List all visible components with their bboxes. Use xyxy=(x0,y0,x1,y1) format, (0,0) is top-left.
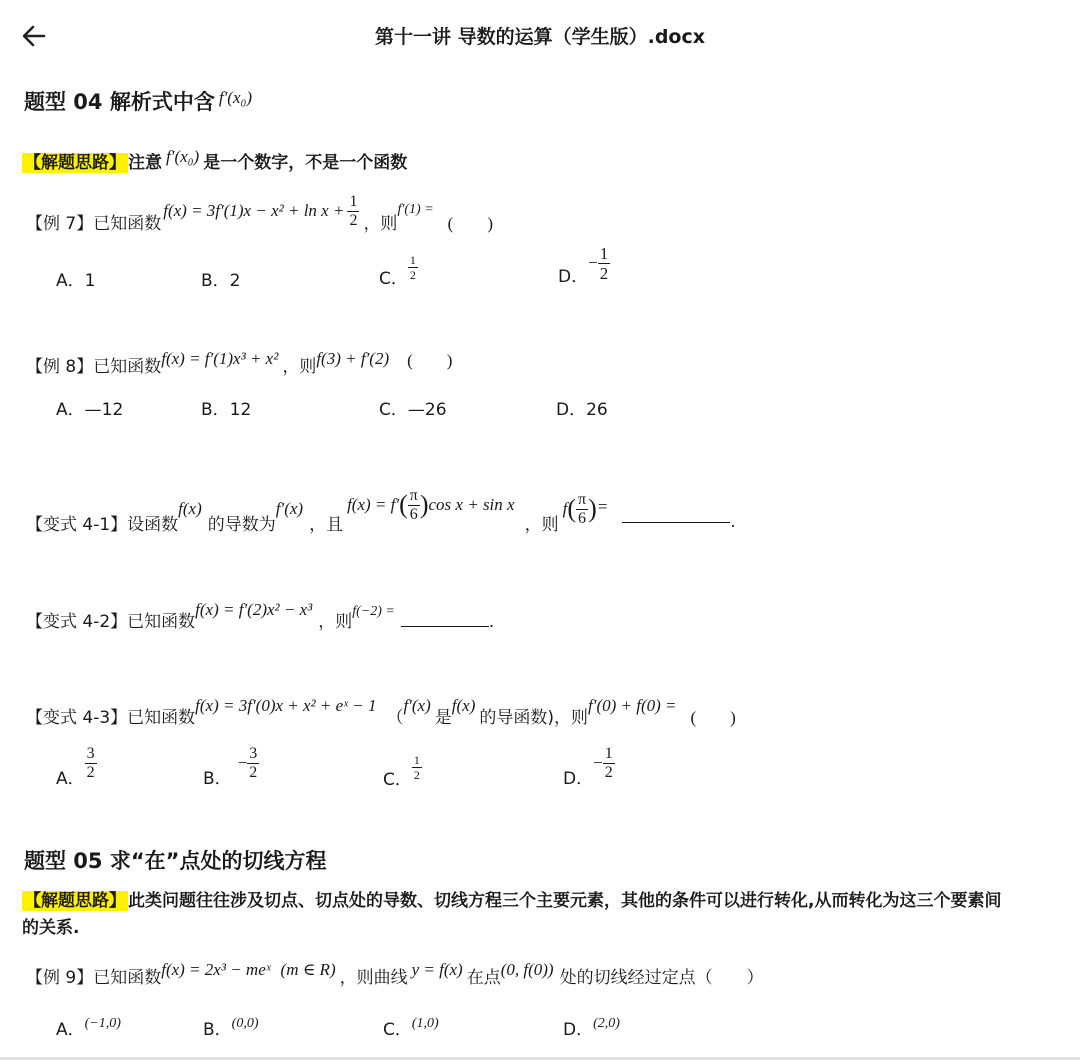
section-05-hint: 【解题思路】 此类问题往往涉及切点、切点处的导数、切线方程三个主要元素，其他的条件可以进行转化,从而转化为这三个要素间 的关系. xyxy=(22,891,1002,938)
variant-4-3-option-d[interactable]: D． − $\frac{1}{2}$ xyxy=(563,744,613,789)
section-05-title: 题型 05 求“在”点处的切线方程 xyxy=(24,849,327,873)
example-7-option-a[interactable]: A．1 xyxy=(56,271,96,291)
variant-4-3-option-b[interactable]: B． − $\frac{3}{2}$ xyxy=(203,744,258,789)
variant-4-2-question: 【变式 4-2】已知函数f(x) = f′(2)x² − x³，则f(−2) =. xyxy=(26,600,495,632)
hint-label: 【解题思路】 xyxy=(24,153,126,173)
document-title: 第十一讲 导数的运算（学生版）.docx xyxy=(374,26,705,48)
example-7-question: 【例 7】已知函数 f(x) = 3f′(1)x − x² + ln x + $\frac{1}{2}$ ，则 f′(1) = ( ) xyxy=(26,192,493,234)
example-8-option-d[interactable]: D．26 xyxy=(556,400,608,420)
example-9-option-c[interactable]: C．(1,0) xyxy=(383,1016,439,1040)
variant-4-3-option-c[interactable]: C． $\frac{1}{2}$ xyxy=(383,752,420,790)
answer-blank[interactable] xyxy=(622,521,730,523)
example-8-option-c[interactable]: C．—26 xyxy=(379,400,447,420)
example-8-option-b[interactable]: B．12 xyxy=(201,400,252,420)
variant-4-1-question: 【变式 4-1】设函数 f(x) 的导数为 f′(x) ，且 f(x) = f′ ( $\frac{\pi}{6}$ ) cos x + sin x ，则 f ( $\frac{\pi}{6}$ ) = . xyxy=(26,486,736,535)
example-9-option-b[interactable]: B．(0,0) xyxy=(203,1016,259,1040)
example-7-option-d[interactable]: D． − $\frac{1}{2}$ xyxy=(558,243,609,287)
example-9-question: 【例 9】已知函数f(x) = 2x³ − meˣ (m ∈ R) ，则曲线 y = f(x) 在点(0, f(0)) 处的切线经过定点（ ） xyxy=(26,960,764,988)
section-04-title: 题型 04 解析式中含 $^{f'(x_0)}$ xyxy=(24,88,253,114)
example-9-option-d[interactable]: D．(2,0) xyxy=(563,1016,620,1040)
variant-4-3-question: 【变式 4-3】已知函数f(x) = 3f′(0)x + x² + eˣ − 1（f′(x)是f(x)的导函数)，则f′(0) + f(0) =( ) xyxy=(26,696,736,728)
variant-4-3-option-a[interactable]: A． $\frac{3}{2}$ xyxy=(56,744,95,789)
answer-blank[interactable] xyxy=(401,625,489,627)
example-7-option-b[interactable]: B．2 xyxy=(201,271,241,291)
section-04-hint: 【解题思路】 注意 f′(x₀) 是一个数字，不是一个函数 xyxy=(24,147,408,173)
example-8-option-a[interactable]: A．—12 xyxy=(56,400,124,420)
example-7-option-c[interactable]: C． $\frac{1}{2}$ xyxy=(379,252,416,289)
example-8-question: 【例 8】已知函数f(x) = f′(1)x³ + x² ，则f(3) + f′(2) ( ) xyxy=(26,349,453,377)
example-9-option-a[interactable]: A．(−1,0) xyxy=(56,1016,121,1040)
hint-label: 【解题思路】 xyxy=(24,891,126,911)
